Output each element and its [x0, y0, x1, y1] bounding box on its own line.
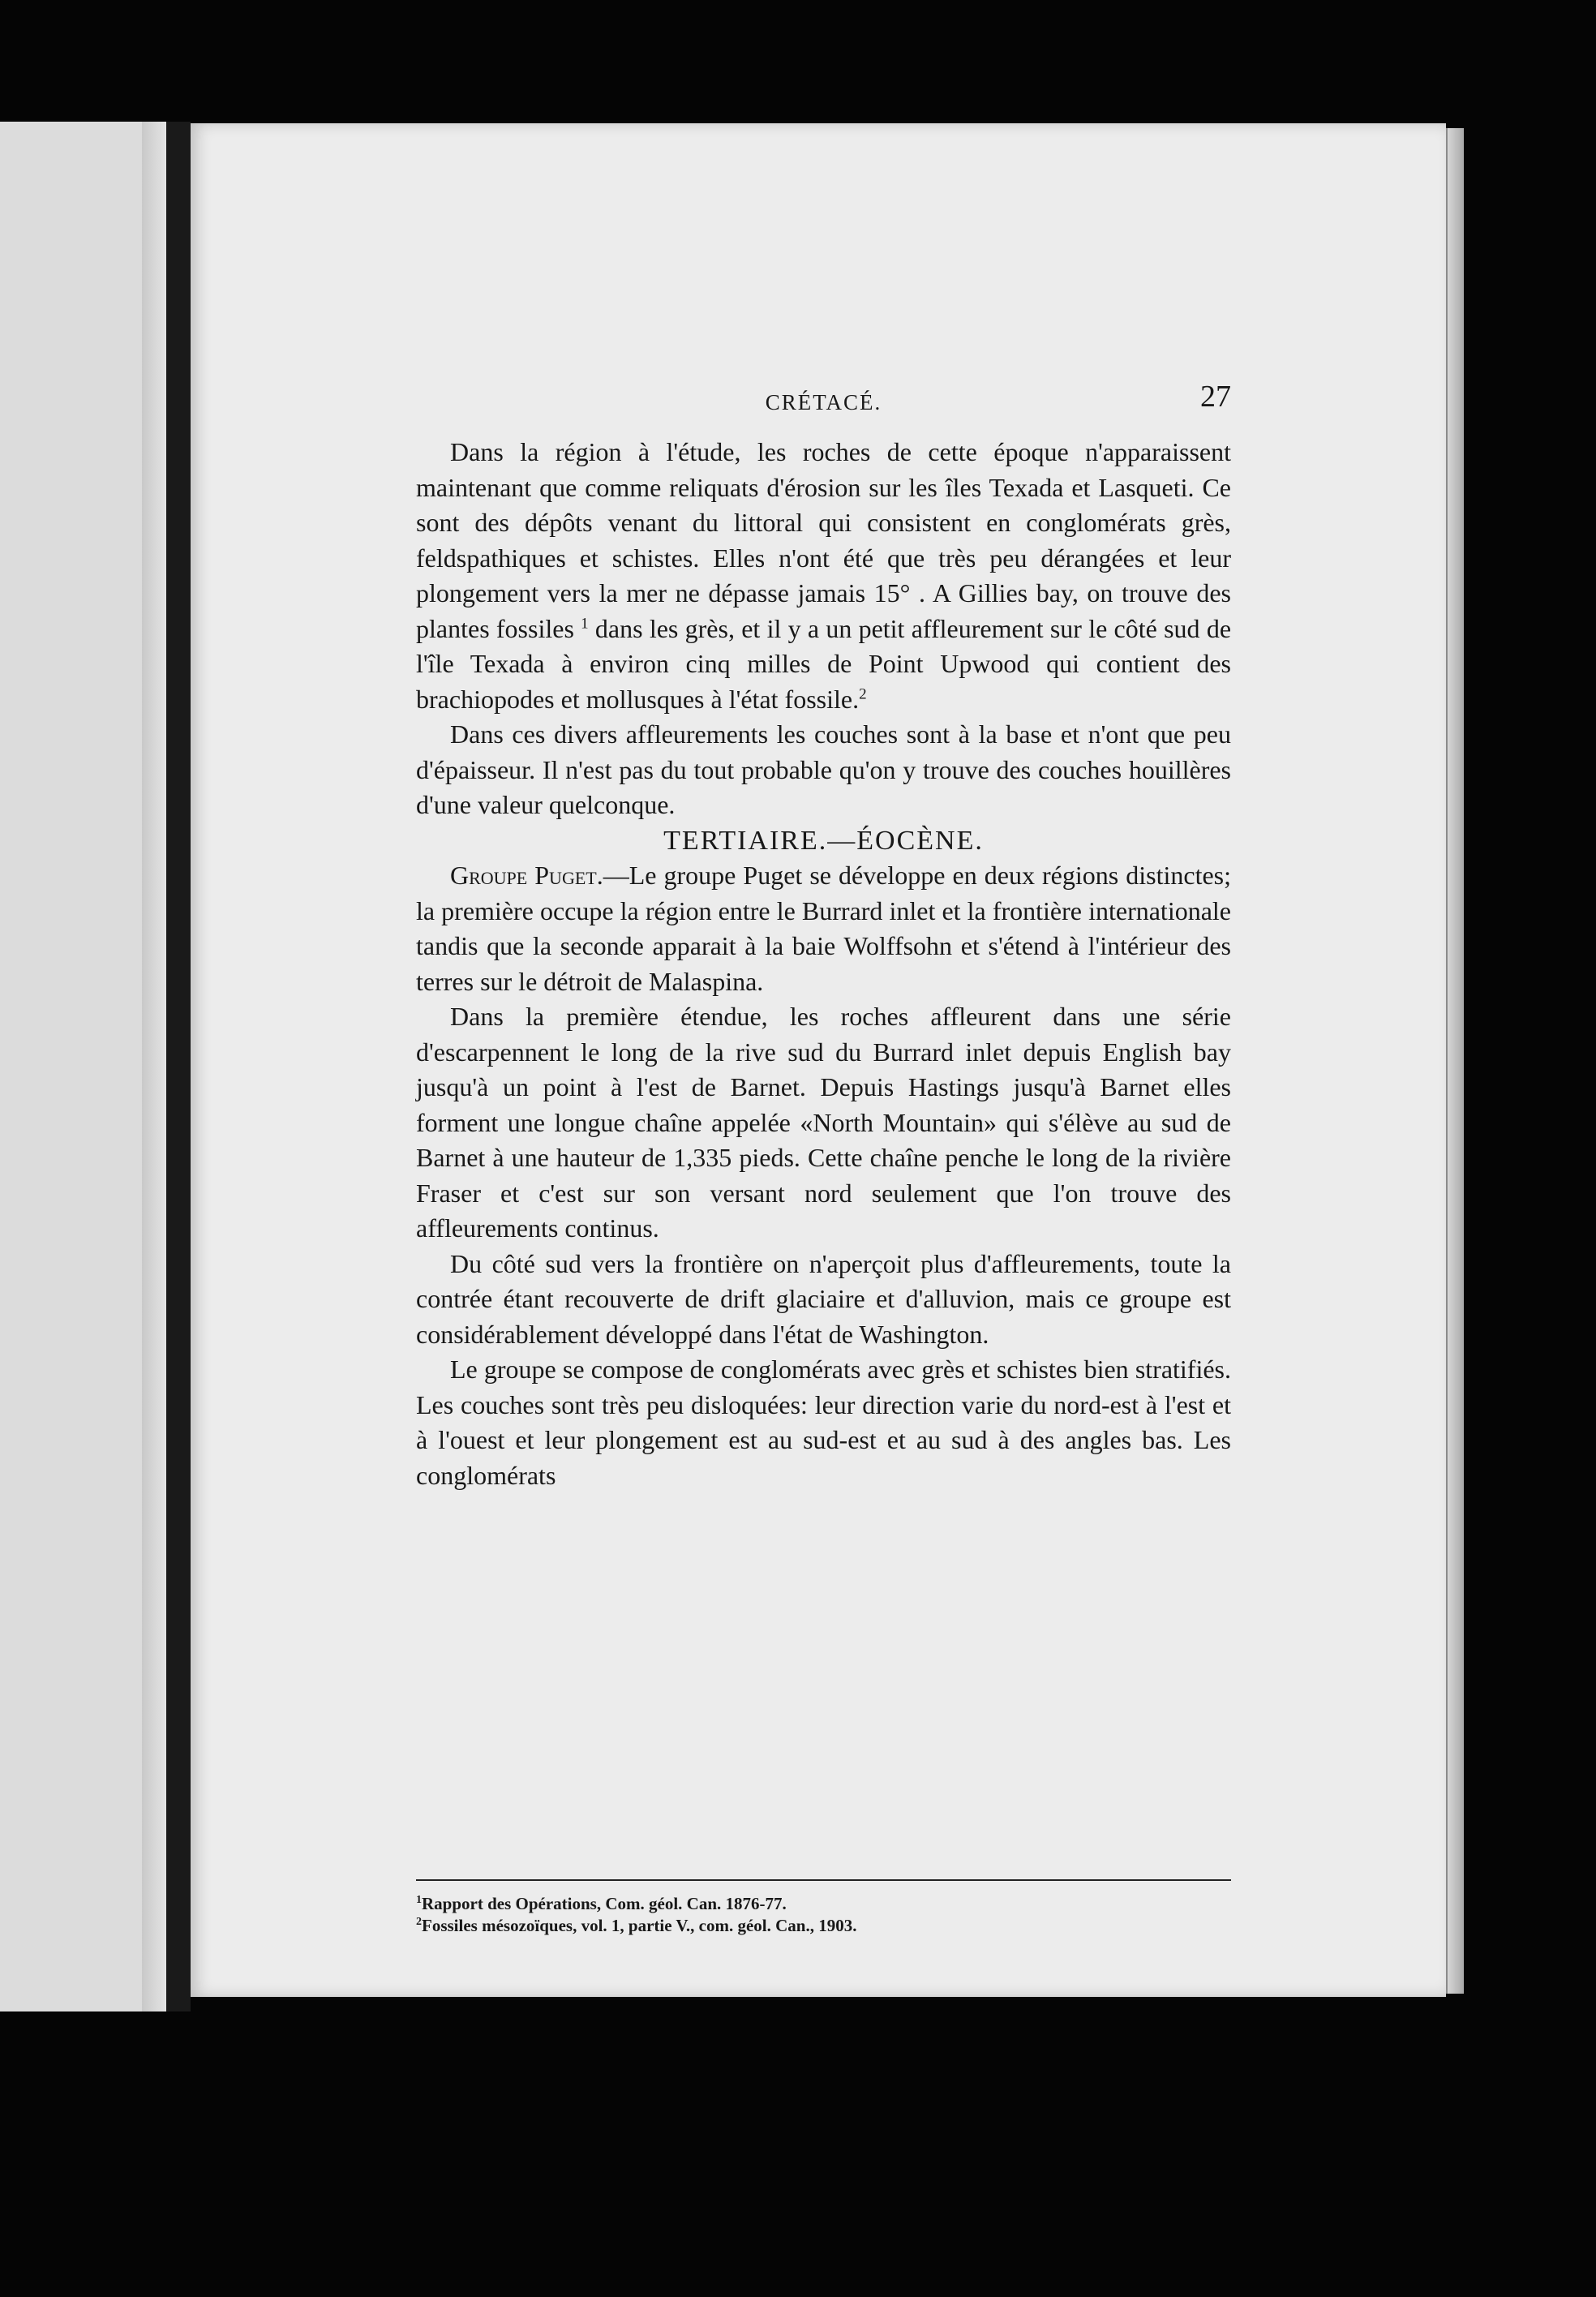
paragraph-text: —Le groupe Puget se développe en deux régions distinctes; la première occupe la région entre le Burrard inlet et la frontière internationale tandis que la seconde apparait à la baie Wolffsohn et s'étend à l'intérieur des terres sur le détroit de Malaspina. — [416, 861, 1231, 996]
section-heading: TERTIAIRE.—ÉOCÈNE. — [663, 825, 984, 856]
page-number: 27 — [1200, 380, 1231, 414]
footnote-reference: 2 — [859, 685, 867, 702]
paragraph: Dans la première étendue, les roches affleurent dans une série d'escarpennent le long de la rive sud du Burrard inlet depuis English bay jusqu'à un point à l'est de Barnet. Depuis Hastings jusqu'à Barnet elles forment une longue chaîne appelée «North Mountain» qui s'élève au sud de Barnet à une hauteur de 1,335 pieds. Cette chaîne penche le long de la rivière Fraser et c'est sur son versant nord seulement que l'on trouve des affleurements continus. — [416, 1002, 1231, 1243]
footnote-mark: 2 — [416, 1916, 422, 1928]
footnote-rule — [416, 1879, 1231, 1881]
paragraph: Dans ces divers affleurements les couches sont à la base et n'ont que peu d'épaisseur. Il n'est pas du tout probable qu'on y trouve des couches houillères d'une valeur quelconque. — [416, 719, 1231, 819]
page-stack-edge — [1446, 128, 1464, 1994]
paragraph — [416, 435, 1231, 717]
book-gutter — [166, 122, 191, 2011]
paragraph — [416, 858, 1231, 999]
paragraph: Le groupe se compose de conglomérats avec grès et schistes bien stratifiés. Les couches sont très peu disloquées: leur direction varie du nord-est à l'est et à l'ouest et leur plongement est au sud-est et au sud à des angles bas. Les conglomérats — [416, 1355, 1231, 1490]
footnote-text: Rapport des Opérations, Com. géol. Can. 1876-77. — [422, 1894, 787, 1913]
paragraph: Du côté sud vers la frontière on n'aperçoit plus d'affleurements, toute la contrée étant recouverte de drift glaciaire et d'alluvion, mais ce groupe est considérablement développé dans l'état de Washington. — [416, 1248, 1231, 1349]
body-text — [416, 435, 1231, 1493]
footnote-mark: 1 — [416, 1894, 422, 1906]
facing-page-edge — [142, 122, 166, 2011]
footnotes — [416, 1893, 1231, 1937]
footnote — [416, 1893, 1231, 1915]
footnote — [416, 1915, 1231, 1937]
run-in-heading: Groupe Puget. — [450, 861, 603, 890]
footnote-text: Fossiles mésozoïques, vol. 1, partie V., com. géol. Can., 1903. — [422, 1916, 857, 1935]
running-head — [416, 379, 1231, 427]
paragraph-text: Dans la région à l'étude, les roches de cette époque n'apparaissent maintenant que comme reliquats d'érosion sur les îles Texada et Lasqueti. Ce sont des dépôts venant du littoral qui consistent en conglomérats grès, feldspathiques et schistes. Elles n'ont été que très peu dérangées et leur plongement vers la mer ne dépasse jamais 15° . A Gillies bay, on trouve des plantes fossiles — [416, 437, 1231, 643]
footnote-reference: 1 — [581, 614, 589, 632]
running-title: CRÉTACÉ. — [765, 390, 882, 414]
paragraph-text: dans les grès, et il y a un petit affleurement sur le côté sud de l'île Texada à environ cinq milles de Point Upwood qui contient des brachiopodes et mollusques à l'état fossile. — [416, 613, 1232, 714]
book-page — [191, 123, 1446, 1997]
